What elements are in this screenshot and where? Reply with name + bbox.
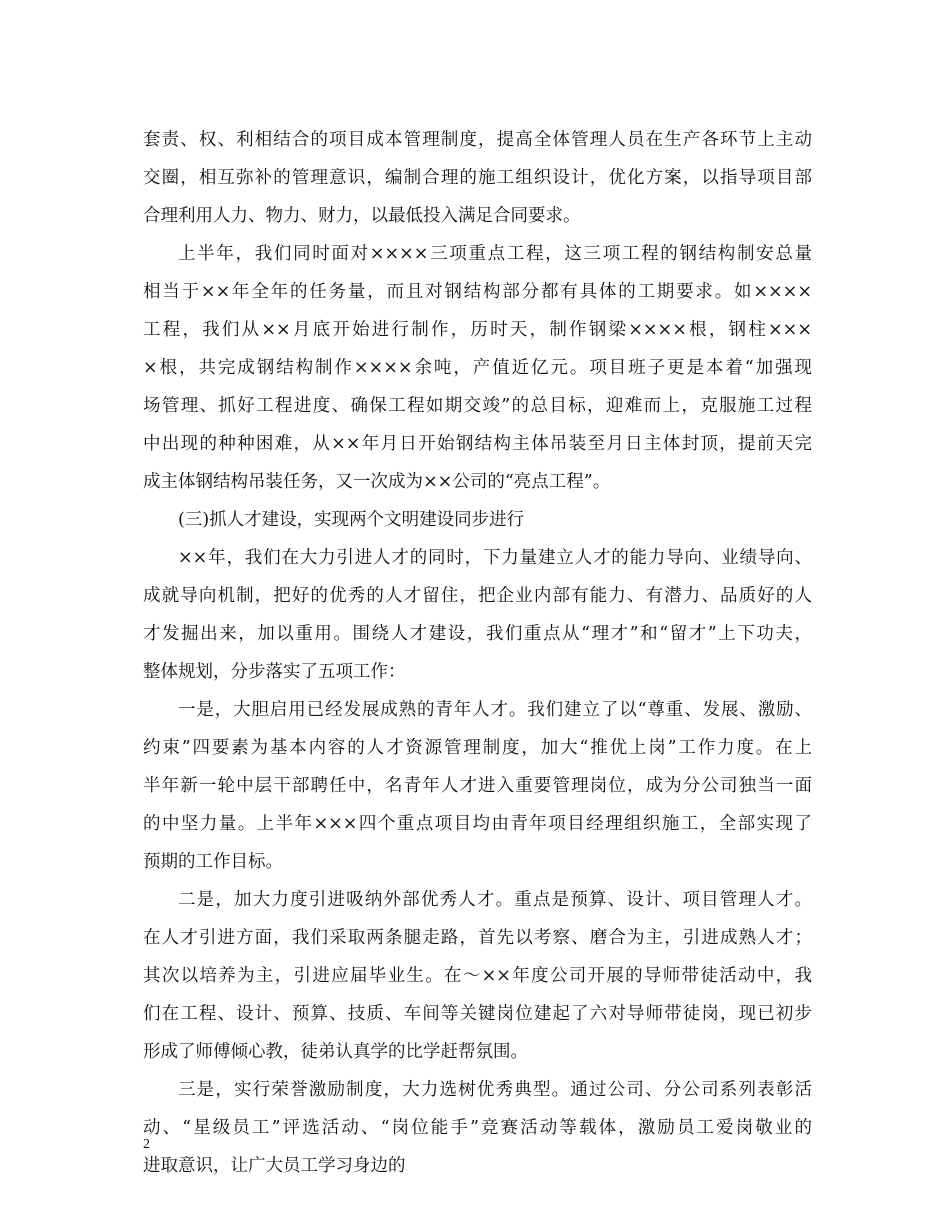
text-line-content: 一是，大胆启用已经发展成熟的青年人才。我们建立了以“尊重、发展、激励、 <box>178 700 812 720</box>
text-line-content: 相当于××年全年的任务量，而且对钢结构部分都有具体的工期要求。如×××× <box>143 282 812 302</box>
text-line-content: 的中坚力量。上半年×××四个重点项目均由青年项目经理组织施工，全部实现了 <box>143 814 812 834</box>
text-line-content: 成就导向机制，把好的优秀的人才留住，把企业内部有能力、有潜力、品质好的人 <box>143 586 812 606</box>
text-line-content: 们在工程、设计、预算、技质、车间等关键岗位建起了六对导师带徒岗，现已初步 <box>143 1004 812 1024</box>
text-line-content: 约束”四要素为基本内容的人才资源管理制度，加大“推优上岗”工作力度。在上 <box>143 738 812 758</box>
text-line-content: 形成了师傅倾心教，徒弟认真学的比学赶帮氛围。 <box>143 1042 528 1062</box>
text-line-content: 动、“星级员工”评选活动、“岗位能手”竞赛活动等载体，激励员工爱岗敬业的 <box>143 1118 812 1138</box>
text-line-content: ×根，共完成钢结构制作××××余吨，产值近亿元。项目班子更是本着“加强现 <box>143 358 812 378</box>
text-line-content: 场管理、抓好工程进度、确保工程如期交竣”的总目标，迎难而上，克服施工过程 <box>143 396 812 416</box>
text-line-content: 预期的工作目标。 <box>143 852 283 872</box>
page-number: 2 <box>143 1137 150 1152</box>
text-line-content: 进取意识，让广大员工学习身边的 <box>143 1156 406 1176</box>
text-line-content: 成主体钢结构吊装任务，又一次成为××公司的“亮点工程”。 <box>143 472 611 492</box>
text-line-content: 交圈，相互弥补的管理意识，编制合理的施工组织设计，优化方案，以指导项目部 <box>143 168 812 188</box>
text-line-content: 其次以培养为主，引进应届毕业生。在～××年度公司开展的导师带徒活动中，我 <box>143 966 812 986</box>
text-line-content: 半年新一轮中层干部聘任中，名青年人才进入重要管理岗位，成为分公司独当一面 <box>143 776 812 796</box>
text-line-content: 整体规划，分步落实了五项工作： <box>143 662 406 682</box>
text-line-content: (三)抓人才建设，实现两个文明建设同步进行 <box>178 510 525 530</box>
text-line-content: 才发掘出来，加以重用。围绕人才建设，我们重点从“理才”和“留才”上下功夫， <box>143 624 812 644</box>
text-line-content: 中出现的种种困难，从××年月日开始钢结构主体吊装至月日主体封顶，提前天完 <box>143 434 812 454</box>
text-line-content: 二是，加大力度引进吸纳外部优秀人才。重点是预算、设计、项目管理人才。 <box>178 890 812 910</box>
text-line-content: 上半年，我们同时面对××××三项重点工程，这三项工程的钢结构制安总量 <box>178 244 812 264</box>
text-line-content: 三是，实行荣誉激励制度，大力选树优秀典型。通过公司、分公司系列表彰活 <box>178 1080 812 1100</box>
text-line-content: 合理利用人力、物力、财力，以最低投入满足合同要求。 <box>143 206 581 226</box>
text-line-content: ××年，我们在大力引进人才的同时，下力量建立人才的能力导向、业绩导向、 <box>178 548 812 568</box>
text-line-content: 工程，我们从××月底开始进行制作，历时天，制作钢梁××××根，钢柱××× <box>143 320 812 340</box>
text-line-content: 套责、权、利相结合的项目成本管理制度，提高全体管理人员在生产各环节上主动 <box>143 130 812 150</box>
text-line-content: 在人才引进方面，我们采取两条腿走路，首先以考察、磨合为主，引进成熟人才； <box>143 928 812 948</box>
